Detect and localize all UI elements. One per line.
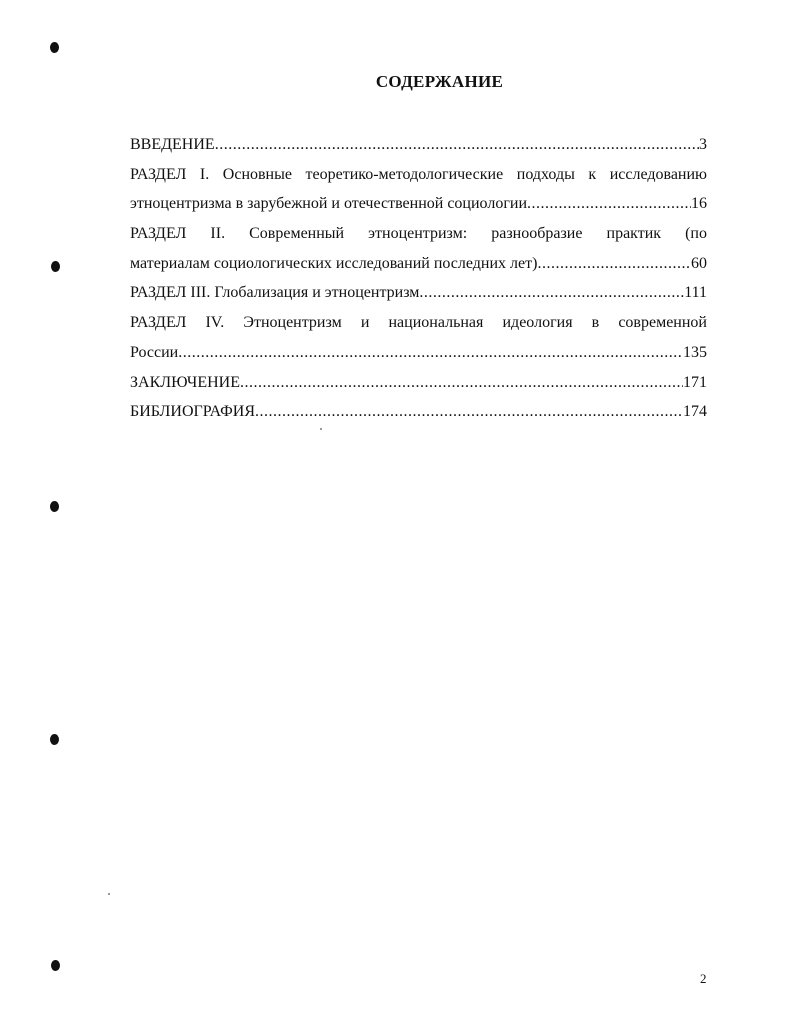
toc-entry-label: РАЗДЕЛ III. Глобализация и этноцентризм [130, 284, 420, 302]
toc-leader-dots [419, 278, 684, 308]
toc-entry-page: 111 [684, 284, 707, 302]
binding-hole-mark [50, 734, 59, 745]
toc-entry-page: 171 [683, 373, 707, 391]
toc-entry-label: БИБЛИОГРАФИЯ [130, 403, 256, 421]
toc-leader-dots [537, 249, 691, 279]
binding-hole-mark [50, 501, 59, 512]
binding-hole-mark [50, 42, 59, 53]
toc-leader-dots [240, 368, 683, 398]
toc-entry-section-3[interactable] [130, 278, 707, 308]
toc-entry-label-line2: материалам социологических исследований последних лет) [130, 254, 538, 272]
table-of-contents [130, 130, 707, 427]
binding-hole-mark [51, 261, 60, 272]
scan-speck [320, 428, 322, 430]
toc-entry-section-2[interactable] [130, 219, 707, 278]
toc-entry-page: 16 [691, 195, 707, 213]
scan-speck [108, 893, 110, 895]
toc-leader-dots [215, 130, 699, 160]
toc-entry-page: 135 [683, 343, 707, 361]
toc-entry-bibliography[interactable] [130, 397, 707, 427]
toc-entry-label-line1: РАЗДЕЛ IV. Этноцентризм и национальная идеология в современной [130, 314, 707, 332]
toc-entry-label-line2: этноцентризма в зарубежной и отечественной социологии [130, 195, 527, 213]
toc-entry-page: 174 [683, 403, 707, 421]
toc-leader-dots [255, 397, 683, 427]
toc-leader-dots [527, 189, 691, 219]
toc-entry-introduction[interactable] [130, 130, 707, 160]
toc-entry-section-1[interactable] [130, 160, 707, 219]
toc-entry-label-line1: РАЗДЕЛ II. Современный этноцентризм: разнообразие практик (по [130, 225, 707, 243]
toc-entry-conclusion[interactable] [130, 368, 707, 398]
toc-entry-page: 60 [691, 254, 707, 272]
toc-entry-label: ВВЕДЕНИЕ [130, 136, 215, 153]
toc-entry-section-4[interactable] [130, 308, 707, 367]
binding-hole-mark [51, 960, 60, 971]
page-title: СОДЕРЖАНИЕ [375, 72, 504, 91]
toc-entry-page: 3 [699, 136, 707, 153]
page-number: 2 [700, 971, 707, 986]
toc-entry-label-line2: России [130, 343, 179, 361]
toc-leader-dots [178, 338, 683, 368]
toc-entry-label: ЗАКЛЮЧЕНИЕ [130, 373, 240, 391]
toc-entry-label-line1: РАЗДЕЛ I. Основные теоретико-методологические подходы к исследованию [130, 165, 707, 183]
